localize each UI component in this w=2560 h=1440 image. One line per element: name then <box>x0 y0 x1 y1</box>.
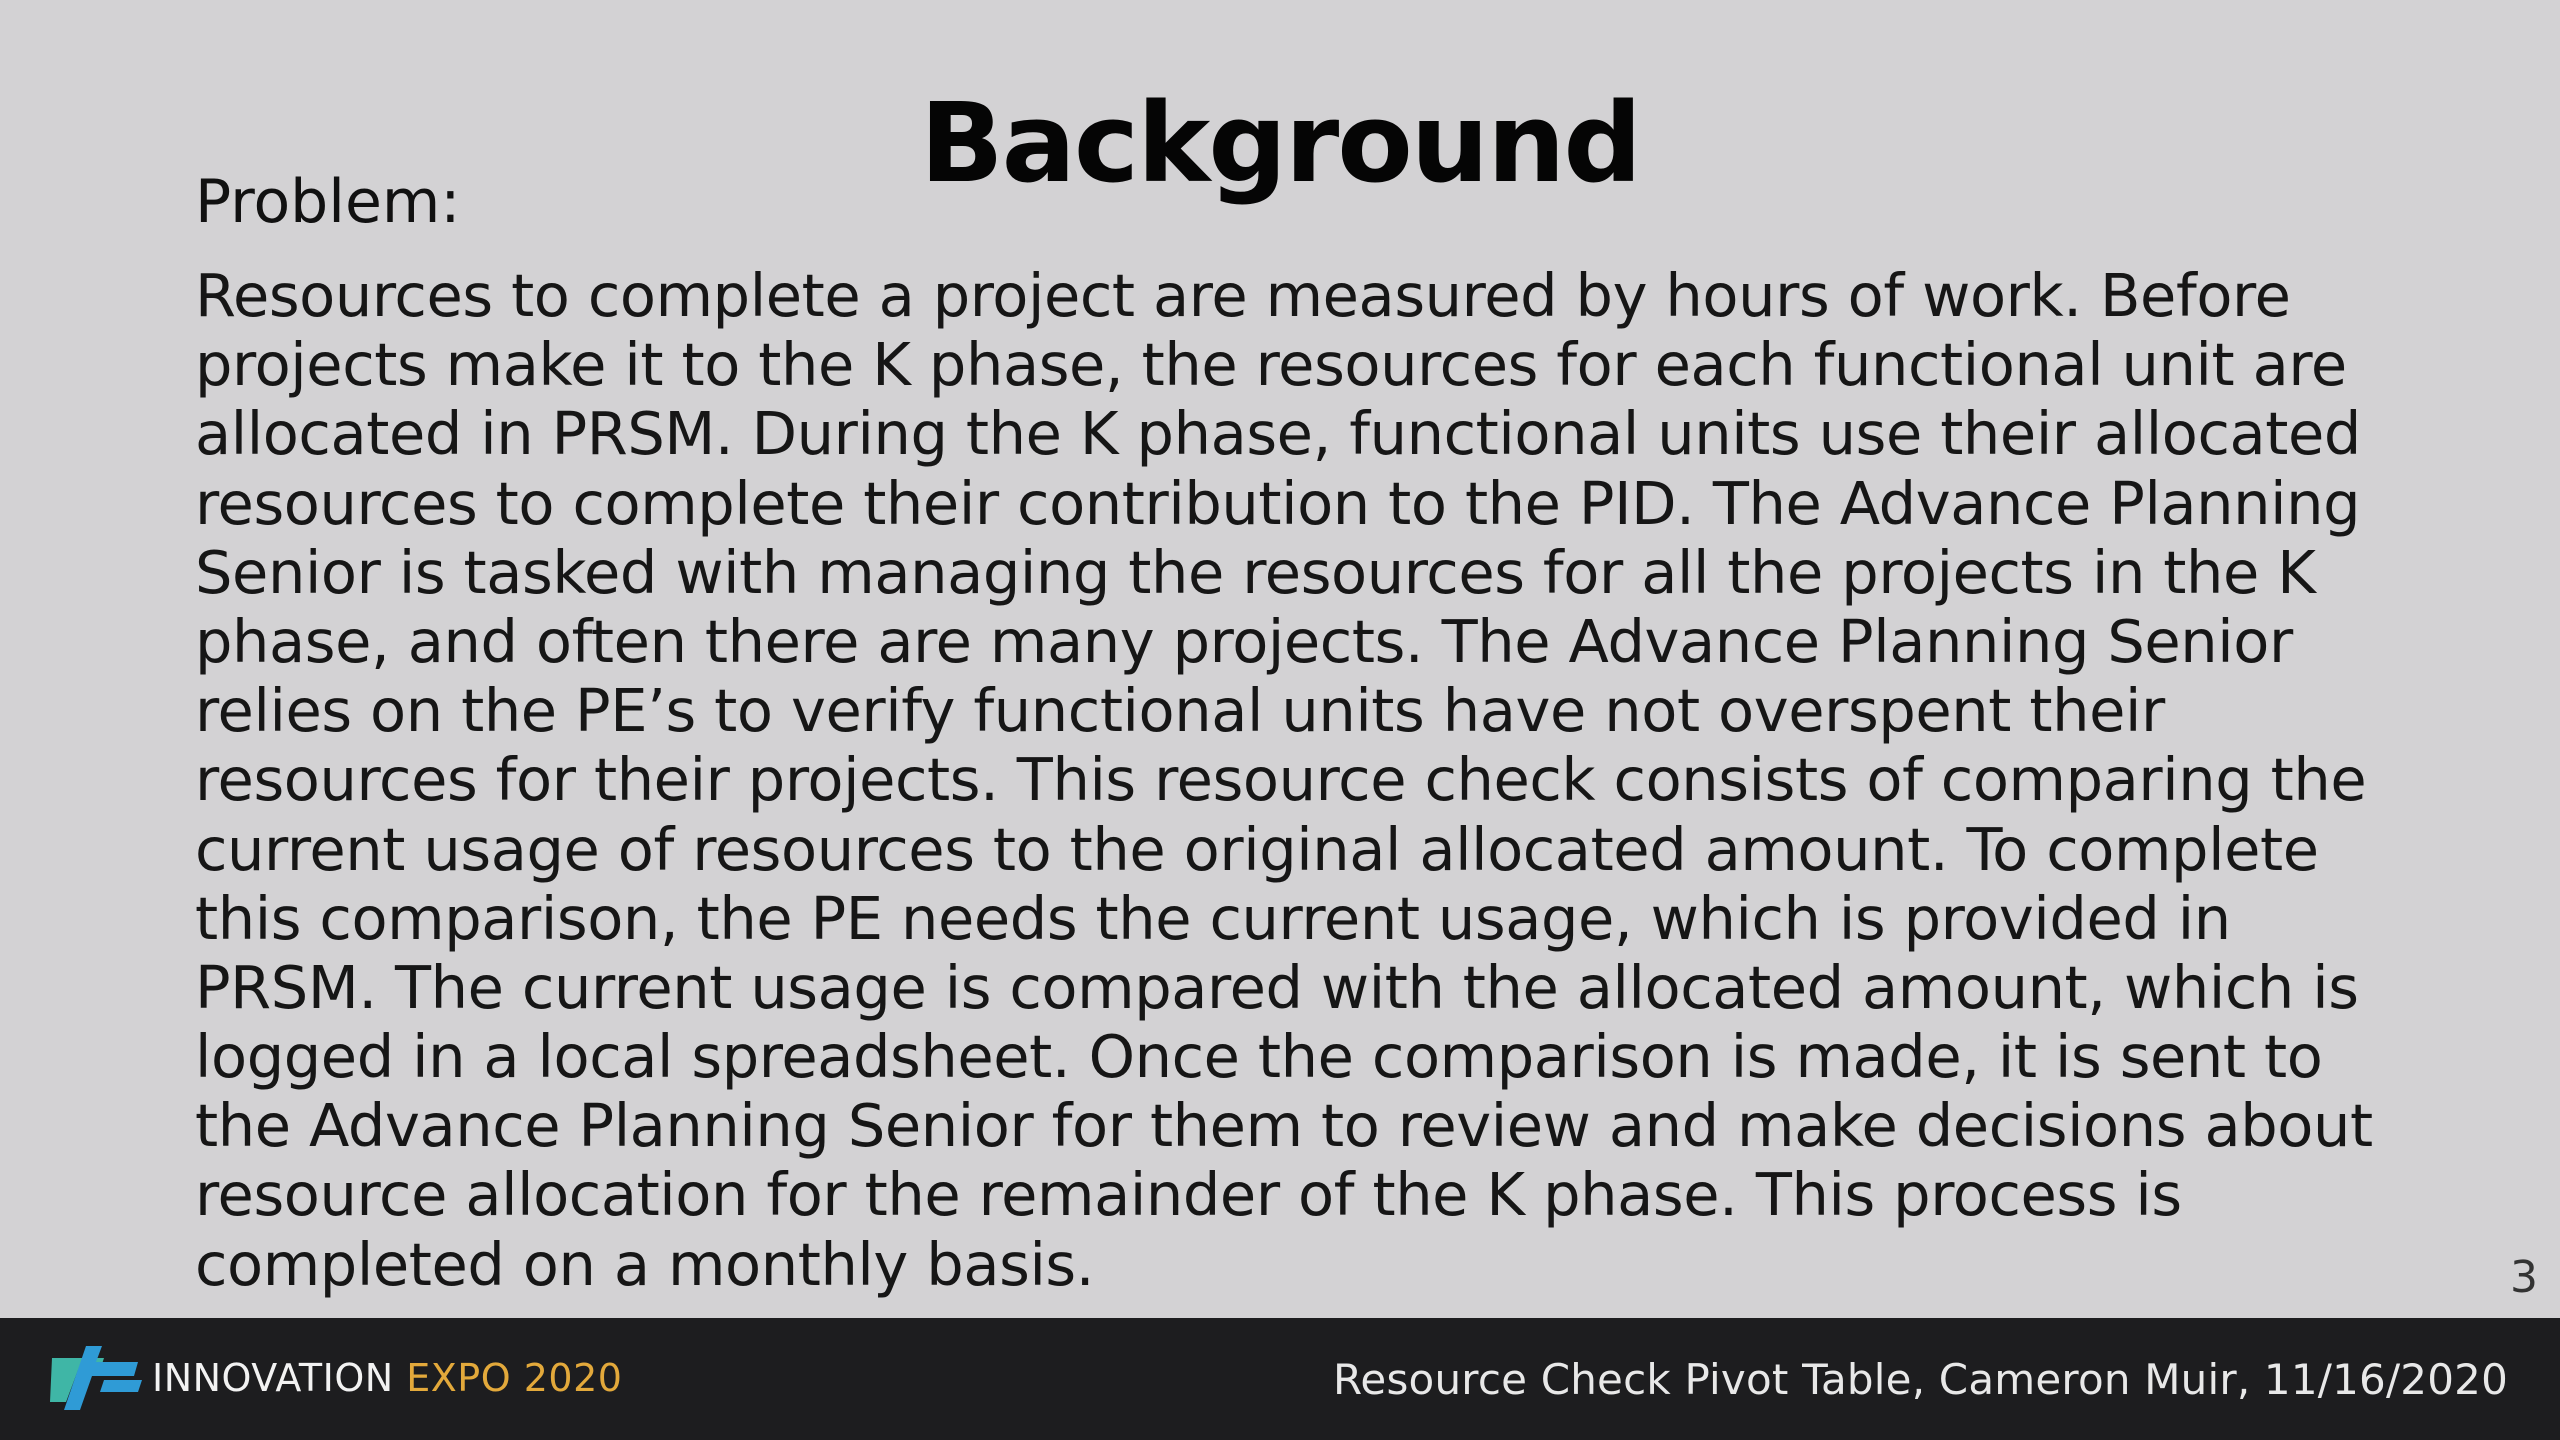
slide-title: Background <box>919 79 1641 207</box>
body-line: projects make it to the K phase, the resources for each functional unit are <box>195 330 2347 400</box>
body-line: this comparison, the PE needs the current usage, which is provided in <box>195 883 2231 953</box>
body-paragraph <box>195 261 2455 1299</box>
expo-innovation-text: INNOVATION <box>152 1356 394 1400</box>
body-line: current usage of resources to the original allocated amount. To complete <box>195 814 2319 884</box>
footer-caption: Resource Check Pivot Table, Cameron Muir, 11/16/2020 <box>1332 1355 2508 1404</box>
body-line: resource allocation for the remainder of the K phase. This process is <box>195 1160 2182 1230</box>
body-line: phase, and often there are many projects. The Advance Planning Senior <box>195 606 2293 676</box>
body-line: logged in a local spreadsheet. Once the comparison is made, it is sent to <box>195 1022 2323 1092</box>
footer-bar <box>0 1318 2560 1440</box>
expo-name <box>152 1352 622 1404</box>
body-line: allocated in PRSM. During the K phase, functional units use their allocated <box>195 399 2361 469</box>
body-line: Senior is tasked with managing the resources for all the projects in the K <box>195 537 2316 607</box>
body-line: relies on the PE’s to verify functional units have not overspent their <box>195 676 2165 746</box>
body-line: resources to complete their contribution to the PID. The Advance Planning <box>195 468 2361 538</box>
body-line: Resources to complete a project are measured by hours of work. Before <box>195 261 2291 330</box>
body-line: PRSM. The current usage is compared with the allocated amount, which is <box>195 952 2359 1022</box>
body-line: completed on a monthly basis. <box>195 1229 1095 1299</box>
body-line: resources for their projects. This resource check consists of comparing the <box>195 745 2367 815</box>
caltrans-logo-icon <box>42 1340 150 1418</box>
expo-year-text: EXPO 2020 <box>406 1356 623 1400</box>
page-number: 3 <box>2510 1252 2538 1303</box>
problem-label: Problem: <box>195 167 461 237</box>
body-line: the Advance Planning Senior for them to review and make decisions about <box>195 1091 2373 1161</box>
